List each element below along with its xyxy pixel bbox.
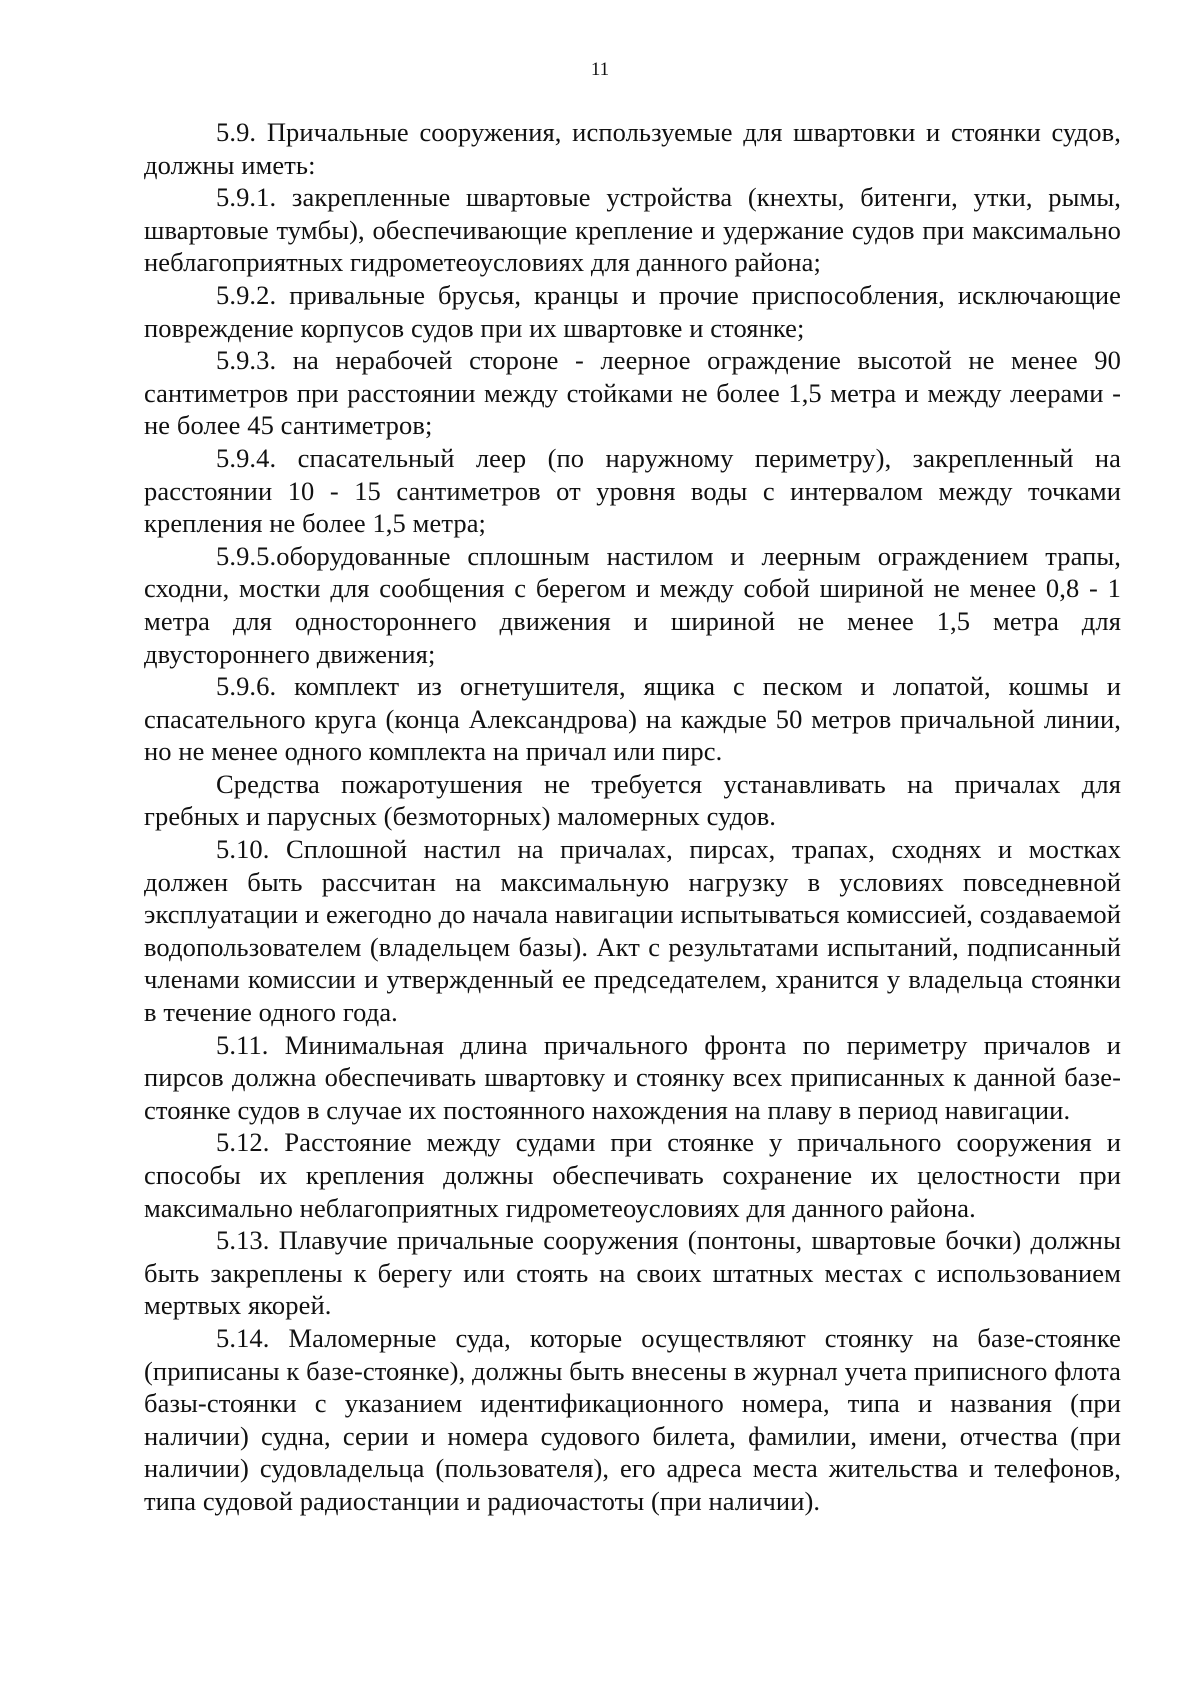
paragraph-5-10: 5.10. Сплошной настил на причалах, пирсах, трапах, сходнях и мостках должен быть рассчитан на максимальную нагрузку в условиях повседневной эксплуатации и ежегодно до начала навигации испытываться комиссией, создаваемой водопользователем (владельцем базы). Акт с результатами испытаний, подписанный членами комиссии и утвержденный ее председателем, хранится у владельца стоянки в течение одного года. bbox=[144, 834, 1121, 1028]
paragraph-5-9: 5.9. Причальные сооружения, используемые для швартовки и стоянки судов, должны иметь: bbox=[144, 117, 1121, 180]
page-number: 11 bbox=[590, 59, 610, 80]
paragraph-5-9-1: 5.9.1. закрепленные швартовые устройства (кнехты, битенги, утки, рымы, швартовые тумбы), обеспечивающие крепление и удержание судов при максимально неблагоприятных гидрометеоусловиях для данного района; bbox=[144, 182, 1121, 278]
paragraph-5-9-3: 5.9.3. на нерабочей стороне - леерное ограждение высотой не менее 90 сантиметров при расстоянии между стойками не более 1,5 метра и между леерами - не более 45 сантиметров; bbox=[144, 345, 1121, 441]
paragraph-5-9-4: 5.9.4. спасательный леер (по наружному периметру), закрепленный на расстоянии 10 - 15 сантиметров от уровня воды с интервалом между точками крепления не более 1,5 метра; bbox=[144, 442, 1121, 539]
paragraph-5-9-5: 5.9.5.оборудованные сплошным настилом и леерным ограждением трапы, сходни, мостки для сообщения с берегом и между собой шириной не менее 0,8 - 1 метра для одностороннего движения и шириной не менее 1,5 метра для двустороннего движения; bbox=[144, 540, 1121, 669]
document-body bbox=[144, 116, 1121, 1518]
paragraph-5-9-2: 5.9.2. привальные брусья, кранцы и прочие приспособления, исключающие повреждение корпусов судов при их швартовке и стоянке; bbox=[144, 279, 1121, 343]
paragraph-5-13: 5.13. Плавучие причальные сооружения (понтоны, швартовые бочки) должны быть закреплены к берегу или стоять на своих штатных местах с использованием мертвых якорей. bbox=[144, 1225, 1121, 1321]
paragraph-fire-equipment-note: Средства пожаротушения не требуется устанавливать на причалах для гребных и парусных (безмоторных) маломерных судов. bbox=[144, 768, 1121, 832]
paragraph-5-11: 5.11. Минимальная длина причального фронта по периметру причалов и пирсов должна обеспечивать швартовку и стоянку всех приписанных к данной базе-стоянке судов в случае их постоянного нахождения на плаву в период навигации. bbox=[144, 1029, 1121, 1125]
paragraph-5-9-6: 5.9.6. комплект из огнетушителя, ящика с песком и лопатой, кошмы и спасательного круга (конца Александрова) на каждые 50 метров причальной линии, но не менее одного комплекта на причал или пирс. bbox=[144, 671, 1121, 767]
paragraph-5-12: 5.12. Расстояние между судами при стоянке у причального сооружения и способы их крепления должны обеспечивать сохранение их целостности при максимально неблагоприятных гидрометеоусловиях для данного района. bbox=[144, 1127, 1121, 1223]
paragraph-5-14: 5.14. Маломерные суда, которые осуществляют стоянку на базе-стоянке (приписаны к базе-стоянке), должны быть внесены в журнал учета приписного флота базы-стоянки с указанием идентификационного номера, типа и названия (при наличии) судна, серии и номера судового билета, фамилии, имени, отчества (при наличии) судовладельца (пользователя), его адреса места жительства и телефонов, типа судовой радиостанции и радиочастоты (при наличии). bbox=[144, 1322, 1121, 1516]
